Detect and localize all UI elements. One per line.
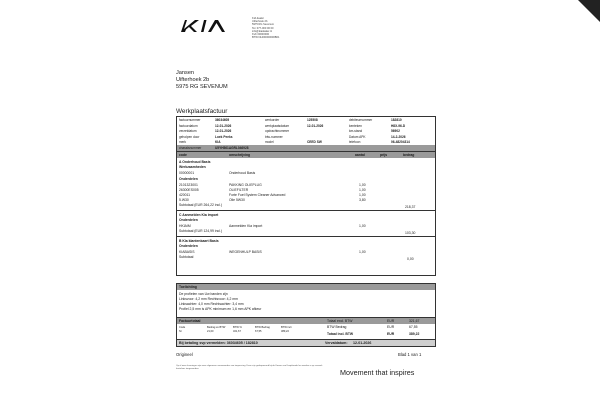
helped-by: Loek Peeks — [215, 134, 233, 139]
total-currency: EUR — [387, 319, 395, 323]
col-description: omschrijving — [229, 153, 251, 157]
total-excl-vat: 321,67 — [409, 319, 420, 323]
meta-label: Datum APK — [349, 134, 366, 139]
dealer-line: Uifterhoek 2b — [252, 20, 268, 24]
item-quantity: 1,00 — [359, 188, 366, 192]
item-description: Aanmelden Kia import — [229, 224, 263, 228]
table-header — [177, 152, 435, 158]
dealer-line: 5975 RG Sevenum — [252, 23, 275, 27]
section-divider — [177, 210, 435, 211]
vat-cell: Nr — [179, 330, 182, 333]
workorder-number: 125508 — [307, 118, 318, 122]
invoice-total-box — [176, 317, 436, 341]
vat-cell: 321,67 — [233, 330, 241, 333]
explanation-header-band — [177, 284, 435, 290]
customer-address — [176, 70, 228, 90]
apk-date: 14-2-2026 — [391, 134, 406, 139]
item-code: KIABASIS — [179, 250, 195, 254]
due-date: 12-01-2026 — [353, 341, 372, 345]
meta-label: merk — [179, 140, 187, 144]
total-label: Totaal incl. BTW — [327, 332, 354, 336]
odometer: 56902 — [391, 129, 400, 133]
customer-street: Uifterhoek 2b — [176, 76, 210, 83]
item-quantity: 3,80 — [359, 198, 366, 202]
dealer-line: info@kiadealer.nl — [252, 29, 272, 33]
item-code: 00000001 — [179, 171, 195, 175]
original-mark: Origineel — [176, 352, 193, 357]
item-quantity: 1,00 — [359, 183, 366, 187]
verzet-date: 12-01-2026 — [215, 129, 232, 133]
total-currency: EUR — [387, 332, 395, 336]
document-title: Werkplaatsfactuur — [176, 108, 228, 115]
vat-col-header: Code — [179, 326, 186, 329]
item-quantity: 1,00 — [359, 193, 366, 197]
vat-col-header: BTW Bedrag — [255, 326, 270, 329]
invoice-lines-table — [176, 151, 436, 276]
section-title: A Onderhoud Basis — [179, 160, 211, 164]
due-date-label: Vervaldatum: — [325, 341, 348, 345]
meta-label: verzetdatum — [179, 129, 197, 133]
col-code: code — [179, 153, 187, 157]
section-title: C Aanmelden Kia import — [179, 213, 219, 217]
subtotal-label: Subtotaal (EUR 264,22 incl.) — [179, 203, 222, 207]
meta-label: geholpen door — [179, 134, 200, 139]
meta-label: factuurnummer — [179, 118, 201, 122]
explanation-line: Linksachter: 4,0 mm Rechtsachter: 3,4 mm — [179, 302, 244, 306]
payment-reference: Bij betaling svp vermelden: 36034605 / 182810 — [179, 341, 258, 345]
meta-label: werkorder — [265, 118, 280, 122]
explanation-title: Toelichting — [179, 285, 197, 289]
total-label: BTW Bedrag — [327, 325, 347, 329]
vat-cell: 21,00 — [207, 330, 214, 333]
dealer-line: KvK 00000000 — [252, 33, 270, 37]
section-subtitle: Onderdelen — [179, 218, 198, 222]
subtotal-label: Subtotaal — [179, 255, 194, 259]
dealer-line: BTW NL000000000B01 — [252, 36, 280, 40]
col-quantity: aantal — [355, 153, 365, 157]
item-code: 420011 — [179, 193, 191, 197]
page-counter: Blad 1 van 1 — [398, 352, 422, 357]
vehicle-model: CEED SW — [307, 140, 322, 144]
meta-label: chassisnummer — [179, 146, 202, 150]
item-code: 2101323001 — [179, 183, 198, 187]
section-title: B Kia klantenkaart Basis — [179, 239, 219, 243]
explanation-line: De profielen van Uw banden zijn — [179, 292, 228, 296]
meta-label: telefoon — [349, 140, 361, 144]
total-title: Factuurtotaal — [179, 319, 201, 323]
kia-logo — [180, 18, 232, 34]
invoice-meta-box — [176, 116, 436, 152]
item-description: OLIEFILTER — [229, 188, 249, 192]
payment-reference-bar — [176, 339, 436, 347]
item-description: Forte Fuel System Cleaner Advanced — [229, 193, 286, 197]
page-corner-fold — [578, 0, 600, 22]
vat-cell: 67,55 — [255, 330, 262, 333]
meta-label: btw-nummer — [265, 134, 283, 139]
total-currency: EUR — [387, 325, 395, 329]
workshop-date: 12-01-2026 — [307, 123, 324, 128]
item-description: Olie 5W30 — [229, 198, 245, 202]
subtotal-amount: 0,00 — [407, 257, 414, 261]
dealer-info — [252, 17, 332, 39]
invoice-number: 36034605 — [215, 118, 230, 122]
vat-col-header: BTW % — [233, 326, 242, 329]
vat-cell: 389,22 — [281, 330, 289, 333]
vat-col-header: BTW incl. — [281, 326, 293, 329]
customer-city: 5975 RG SEVENUM — [176, 83, 228, 90]
col-amount: bedrag — [403, 153, 415, 157]
item-description: Onderhoud Basis — [229, 171, 256, 175]
vehicle-make: KIA — [215, 140, 221, 144]
meta-label: model — [265, 140, 274, 144]
item-description: PAKKING OLIEPLUG — [229, 183, 262, 187]
item-quantity: 1,00 — [359, 224, 366, 228]
meta-label: factuurdatum — [179, 123, 198, 128]
total-header-band — [177, 318, 435, 324]
meta-label: kenteken — [349, 123, 362, 128]
subtotal-amount: 218,37 — [405, 205, 416, 209]
meta-label: werkplaatsdatum — [265, 123, 290, 128]
item-description: WEGENHULP BASIS — [229, 250, 262, 254]
subtotal-amount: 103,30 — [405, 231, 416, 235]
item-code: HKIAIM — [179, 224, 191, 228]
invoice-date: 12-01-2026 — [215, 123, 232, 128]
debtor-number: 182810 — [391, 118, 402, 122]
brand-slogan: Movement that inspires — [340, 368, 415, 377]
dealer-line: Tel. 077-000 00 00 — [252, 26, 274, 30]
item-quantity: 1,00 — [359, 250, 366, 254]
license-plate: H8X-96-D — [391, 123, 406, 128]
explanation-line: Linksvoor: 4,2 mm Rechtsvoor: 4,2 mm — [179, 297, 238, 301]
meta-label: km-stand — [349, 129, 363, 133]
item-code: 26300ES005 — [179, 188, 199, 192]
section-subtitle: Onderdelen — [179, 177, 198, 181]
phone-number: 06-48204314 — [391, 140, 410, 144]
vat-amount: 67,55 — [409, 325, 418, 329]
terms-fine-print: Op al onze leveringen zijn onze algemene voorwaarden van toepassing. Deze zijn gedeponeerd bij de Kamer van Koophandel en worden u op verzoek kosteloos toegezonden. — [176, 365, 323, 370]
customer-name: Jansen — [176, 70, 195, 76]
section-subtitle: Werkzaamheden — [179, 165, 206, 169]
chassis-number: U5YH561AGRL046928 — [215, 146, 249, 150]
total-incl-vat: 389,22 — [409, 332, 420, 336]
dealer-line: KIA dealer — [252, 17, 264, 20]
explanation-box — [176, 283, 436, 318]
meta-label: debiteurnummer — [349, 118, 373, 122]
explanation-line: Profiel 2,5 mm is APK minimum en 1,6 mm APK afkeur — [179, 307, 262, 311]
subtotal-label: Subtotaal (EUR 124,99 incl.) — [179, 229, 222, 233]
col-price: prijs — [380, 153, 388, 157]
section-subtitle: Onderdelen — [179, 244, 198, 248]
item-code: 5.W30 — [179, 198, 189, 202]
vat-col-header: Bedrag ex BTW — [207, 326, 226, 329]
meta-label: opdrachtnummer — [265, 129, 290, 133]
total-label: Totaal excl. BTW — [327, 319, 353, 323]
section-divider — [177, 236, 435, 237]
